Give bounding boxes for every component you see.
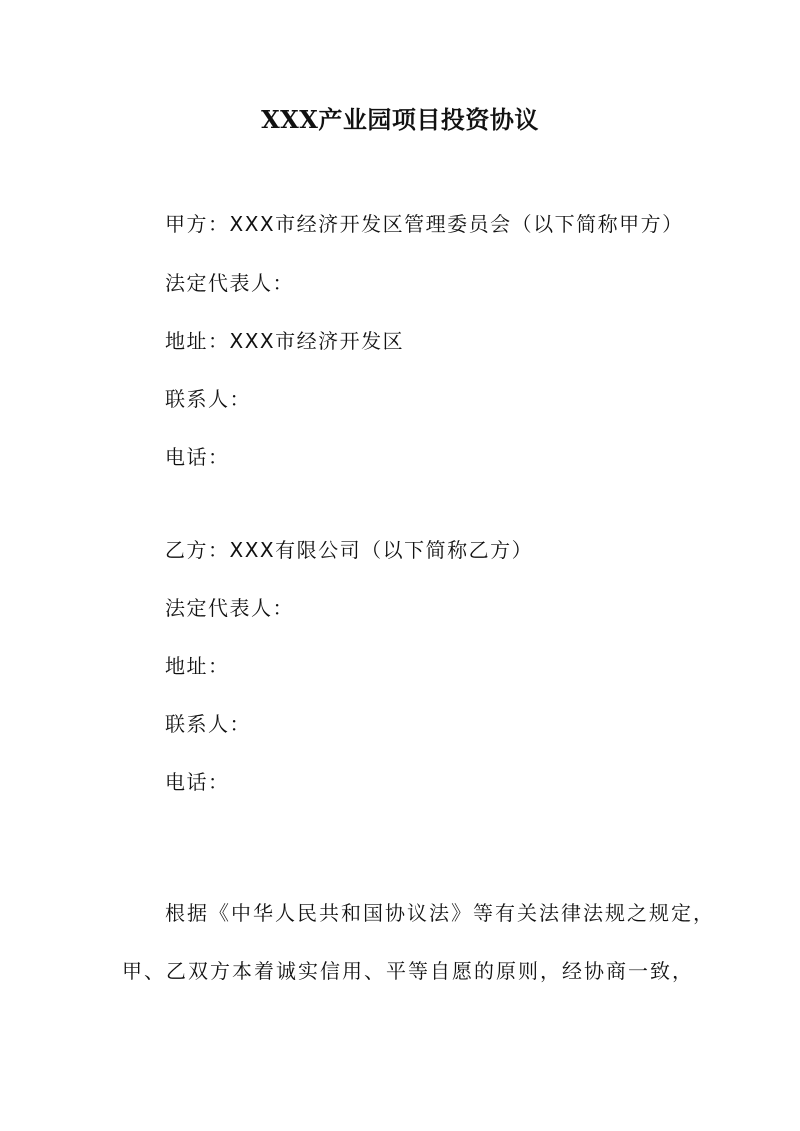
party-b-phone: 电话： bbox=[165, 770, 230, 794]
party-b-label: 乙方： bbox=[165, 538, 230, 562]
party-b-name: XXX有限公司（以下简称乙方） bbox=[229, 538, 534, 562]
party-a-address-value: XXX市经济开发区 bbox=[229, 329, 405, 353]
party-a-phone: 电话： bbox=[165, 445, 230, 469]
party-a-name: XXX市经济开发区管理委员会（以下简称甲方） bbox=[229, 212, 684, 236]
party-a-address bbox=[165, 326, 404, 356]
party-b-address: 地址： bbox=[165, 654, 230, 678]
party-a-label: 甲方： bbox=[165, 212, 230, 236]
party-b-contact: 联系人： bbox=[165, 712, 251, 736]
document-title: XXX产业园项目投资协议 bbox=[261, 105, 539, 134]
party-a-contact: 联系人： bbox=[165, 387, 251, 411]
party-b-representative: 法定代表人： bbox=[165, 596, 294, 620]
party-a-representative: 法定代表人： bbox=[165, 271, 294, 295]
preamble-line-2: 甲、乙双方本着诚实信用、平等自愿的原则，经协商一致， bbox=[122, 959, 694, 983]
party-b-line bbox=[165, 535, 533, 565]
party-a-address-label: 地址： bbox=[165, 329, 230, 353]
preamble-line-1: 根据《中华人民共和国协议法》等有关法律法规之规定， bbox=[165, 901, 715, 925]
party-a-line bbox=[165, 209, 684, 239]
